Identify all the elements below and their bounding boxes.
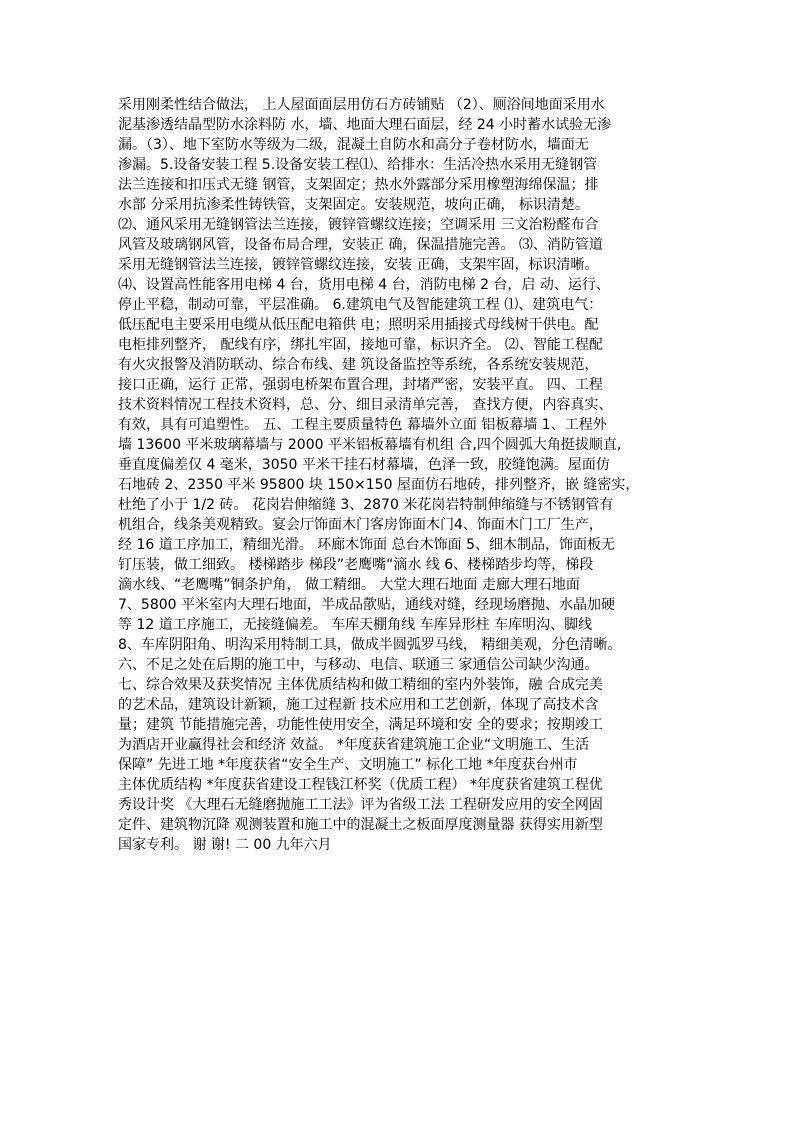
text-line: 保障” 先进工地 *年度获省“安全生产、文明施工” 标化工地 *年度获台州市 [118,757,578,773]
text-line: 杜绝了小于 1/2 砖。 花岗岩伸缩缝 3、2870 米花岗岩特制伸缩缝与不锈钢管有 [118,497,614,513]
text-line: 石地砖 2、2350 平米 95800 块 150×150 屋面仿石地砖，排列整齐，嵌 缝密实， [118,477,640,493]
text-line: 停止平稳，制动可靠，平层准确。 6.建筑电气及智能建筑工程 ⑴、建筑电气： [118,297,603,313]
text-line: 钉压装，做工细致。 楼梯踏步 梯段”老鹰嘴“滴水 线 6、楼梯踏步均等，梯段 [118,557,594,573]
text-line: 国家专利。 谢 谢! 二 00 九年六月 [118,837,332,853]
text-line: 秀设计奖 《大理石无缝磨抛施工工法》评为省级工法 工程研发应用的安全网固 [118,797,603,813]
text-line: 主体优质结构 *年度获省建设工程钱江杯奖（优质工程） *年度获省建筑工程优 [118,777,603,793]
text-line: 电柜排列整齐， 配线有序，绑扎牢固，接地可靠，标识齐全。 ⑵、智能工程配 [118,337,603,353]
text-line: 墙 13600 平米玻璃幕墙与 2000 平米铝板幕墙有机组 合,四个圆弧大角挺拔顺直, [118,437,622,453]
text-line: ⑷、设置高性能客用电梯 4 台，货用电梯 4 台，消防电梯 2 台，启 动、运行、 [118,277,610,293]
text-line: 滴水线、“老鹰嘴”铜条护角， 做工精细。 大堂大理石地面 走廊大理石地面 [118,577,580,593]
text-line: 经 16 道工序加工，精细光滑。 环廊木饰面 总台木饰面 5、细木制品，饰面板无 [118,537,615,553]
text-line: 低压配电主要采用电缆从低压配电箱供 电；照明采用插接式母线树干供电。配 [118,317,599,333]
text-line: 垂直度偏差仅 4 毫米，3050 平米干挂石材幕墙，色泽一致，胶缝饱满。屋面仿 [118,457,610,473]
text-line: 漏。（3）、地下室防水等级为二级，混凝土自防水和高分子卷材防水，墙面无 [118,137,589,153]
text-line: 量；建筑 节能措施完善，功能性使用安全，满足环境和安 全的要求；按期竣工 [118,717,603,733]
text-line: 泥基渗透结晶型防水涂料防 水，墙、地面大理石面层，经 24 小时蓄水试验无渗 [118,117,612,133]
text-line: 定件、建筑物沉降 观测装置和施工中的混凝土之板面厚度测量器 获得实用新型 [118,817,603,833]
text-line: 六、不足之处在后期的施工中，与移动、电信、联通三 家通信公司缺少沟通。 [118,657,599,673]
text-line: 水部 分采用抗渗柔性铸铁管，支架固定。安装规范，坡向正确， 标识清楚。 [118,197,589,213]
text-line: ⑵、通风采用无缝钢管法兰连接，镀锌管螺纹连接；空调采用 三文治粉醛布合 [118,217,599,233]
text-line: 有火灾报警及消防联动、综合布线、建 筑设备监控等系统，各系统安装规范， [118,357,599,373]
text-line: 为酒店开业赢得社会和经济 效益。 *年度获省建筑施工企业“文明施工、生活 [118,737,590,753]
text-line: 等 12 道工序施工，无接缝偏差。 车库天棚角线 车库异形柱 车库明沟、脚线 [118,617,593,633]
text-line: 渗漏。5.设备安装工程 5.设备安装工程⑴、给排水：生活冷热水采用无缝钢管 [118,157,598,173]
text-line: 7、5800 平米室内大理石地面，半成品歖贴，通线对缝，经现场磨抛、水晶加硬 [118,597,615,613]
text-line: 机组合，线条美观精致。宴会厅饰面木门客房饰面木门4、饰面木门工厂生产， [118,517,603,533]
text-line: 采用无缝钢管法兰连接，镀锌管螺纹连接，安装 正确，支架牢固，标识清晰。 [118,257,599,273]
text-line: 的艺术品，建筑设计新颖，施工过程新 技术应用和工艺创新，体现了高技术含 [118,697,599,713]
text-line: 采用刚柔性结合做法， 上人屋面面层用仿石方砖铺贴 （2）、厕浴间地面采用水 [118,97,605,113]
document-body [118,95,682,855]
text-line: 有效，具有可追塑性。 五、工程主要质量特色 幕墙外立面 铝板幕墙 1、工程外 [118,417,607,433]
text-line: 8、车库阴阳角、明沟采用特制工具，做成半圆弧罗马线， 精细美观，分色清晰。 [118,637,622,653]
text-line: 法兰连接和扣压式无缝 钢管，支架固定；热水外露部分采用橡塑海绵保温；排 [118,177,599,193]
text-line: 七、综合效果及获奖情况 主体优质结构和做工精细的室内外装饰，融 合成完美 [118,677,603,693]
text-line: 风管及玻璃钢风管，设备布局合理，安装正 确，保温措施完善。 ⑶、消防管道 [118,237,603,253]
text-line: 技术资料情况工程技术资料，总、分、细目录清单完善， 查找方便，内容真实、 [118,397,613,413]
text-line: 接口正确，运行 正常，强弱电桥架布置合理，封堵严密，安装平直。 四、工程 [118,377,603,393]
